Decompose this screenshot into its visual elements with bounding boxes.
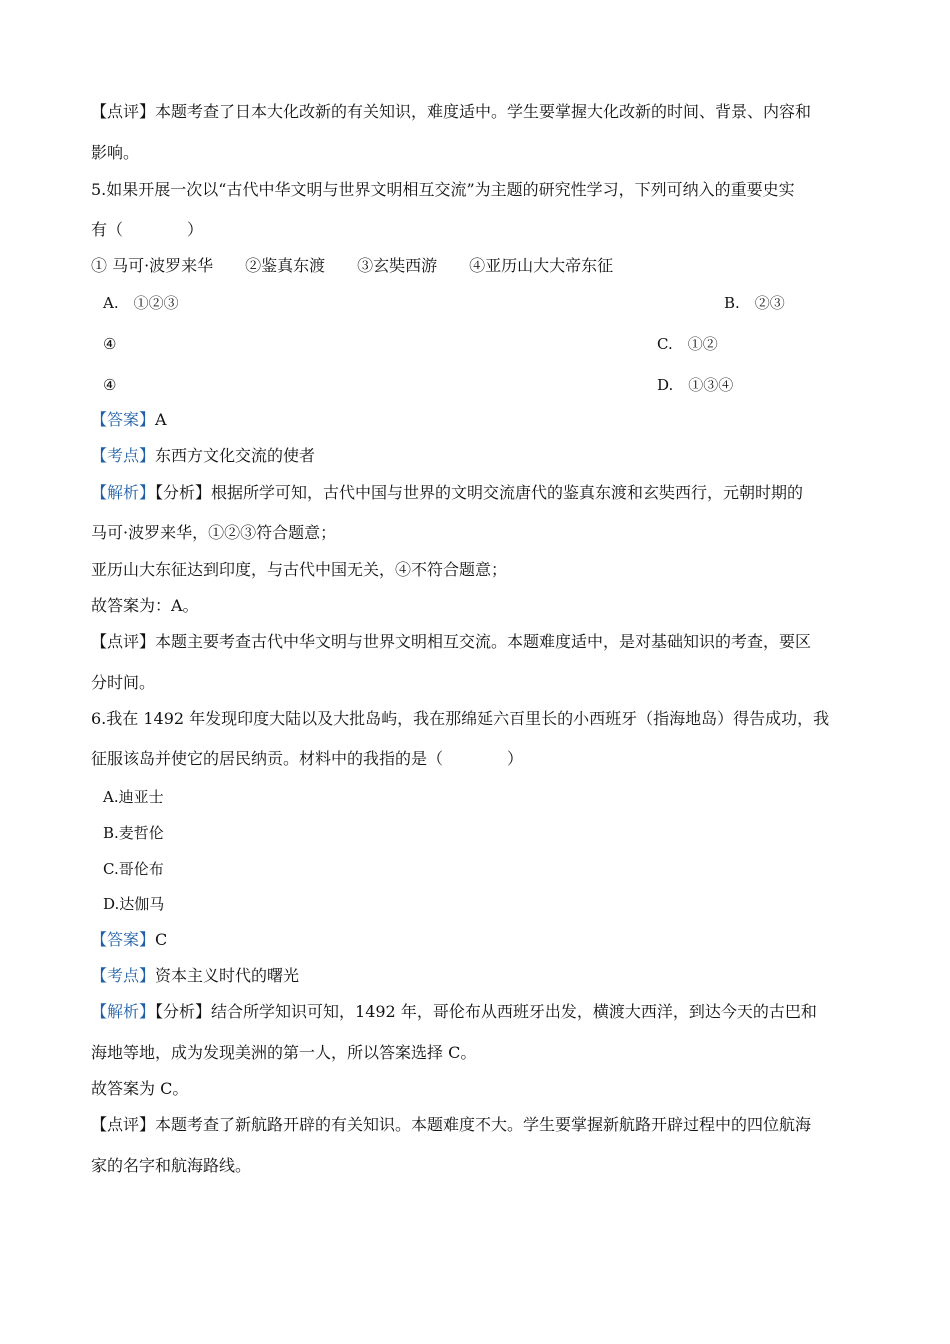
q6-option-b: B.麦哲伦 <box>103 824 164 842</box>
q6-comment-line1: 【点评】本题考查了新航路开辟的有关知识。本题难度不大。学生要掌握新航路开辟过程中的四位航海 <box>91 1115 812 1134</box>
q5-analysis-line4: 故答案为：A。 <box>91 596 199 615</box>
q5-analysis-tag: 【解析】 <box>91 483 156 502</box>
q5-stem-line1: 5.如果开展一次以“古代中华文明与世界文明相互交流”为主题的研究性学习，下列可纳入的重要史实 <box>91 180 795 199</box>
q5-answer: 【答案】A <box>91 410 167 429</box>
q4-comment-tag: 【点评】 <box>91 102 156 121</box>
q6-comment-line2: 家的名字和航海路线。 <box>91 1156 252 1175</box>
q5-comment-line1: 【点评】本题主要考查古代中华文明与世界文明相互交流。本题难度适中，是对基础知识的考查，要区 <box>91 632 812 651</box>
q5-option-d: D. ①③④ <box>657 376 734 394</box>
q6-analysis-line2: 海地等地，成为发现美洲的第一人，所以答案选择 C。 <box>91 1043 477 1062</box>
q5-stem-line2: 有（ ） <box>91 220 204 239</box>
q6-option-a: A.迪亚士 <box>103 788 164 806</box>
q6-comment-tag: 【点评】 <box>91 1115 156 1134</box>
q5-option-b: B. ②③ <box>724 294 785 312</box>
q5-point-tag: 【考点】 <box>91 446 156 465</box>
q5-option-b-tail: ④ <box>103 376 117 394</box>
q5-comment-line2: 分时间。 <box>91 673 156 692</box>
q5-comment-tag: 【点评】 <box>91 632 156 651</box>
q6-analysis-line1: 【解析】【分析】结合所学知识可知，1492 年，哥伦布从西班牙出发，横渡大西洋，到达今天的古巴和 <box>91 1002 817 1021</box>
q6-option-d: D.达伽马 <box>103 895 165 913</box>
q6-stem-line1: 6.我在 1492 年发现印度大陆以及大批岛屿，我在那绵延六百里长的小西班牙（指海地岛）得告成功，我 <box>91 709 830 728</box>
q6-point-tag: 【考点】 <box>91 966 156 985</box>
q6-stem-line2: 征服该岛并使它的居民纳贡。材料中的我指的是（ ） <box>91 749 524 768</box>
q6-analysis-tag: 【解析】 <box>91 1002 156 1021</box>
q5-analysis-line3: 亚历山大东征达到印度，与古代中国无关，④不符合题意； <box>91 560 508 579</box>
q5-option-a: A. ①②③ <box>103 294 179 312</box>
q5-answer-tag: 【答案】 <box>91 410 156 429</box>
q5-items: ① 马可·波罗来华 ②鉴真东渡 ③玄奘西游 ④亚历山大大帝东征 <box>91 256 614 275</box>
q6-analysis-line3: 故答案为 C。 <box>91 1079 189 1098</box>
q6-answer: 【答案】C <box>91 930 168 949</box>
q5-option-c: C. ①② <box>657 335 718 353</box>
q6-point: 【考点】资本主义时代的曙光 <box>91 966 300 985</box>
q4-comment-line1: 【点评】本题考查了日本大化改新的有关知识，难度适中。学生要掌握大化改新的时间、背景、内容和 <box>91 102 812 121</box>
q4-comment-line2: 影响。 <box>91 143 140 162</box>
q5-point: 【考点】东西方文化交流的使者 <box>91 446 316 465</box>
q5-analysis-line2: 马可·波罗来华，①②③符合题意； <box>91 523 337 542</box>
q6-option-c: C.哥伦布 <box>103 860 164 878</box>
q5-option-a-tail: ④ <box>103 335 117 353</box>
q6-answer-tag: 【答案】 <box>91 930 156 949</box>
q5-analysis-line1: 【解析】【分析】根据所学可知，古代中国与世界的文明交流唐代的鉴真东渡和玄奘西行，元朝时期的 <box>91 483 804 502</box>
